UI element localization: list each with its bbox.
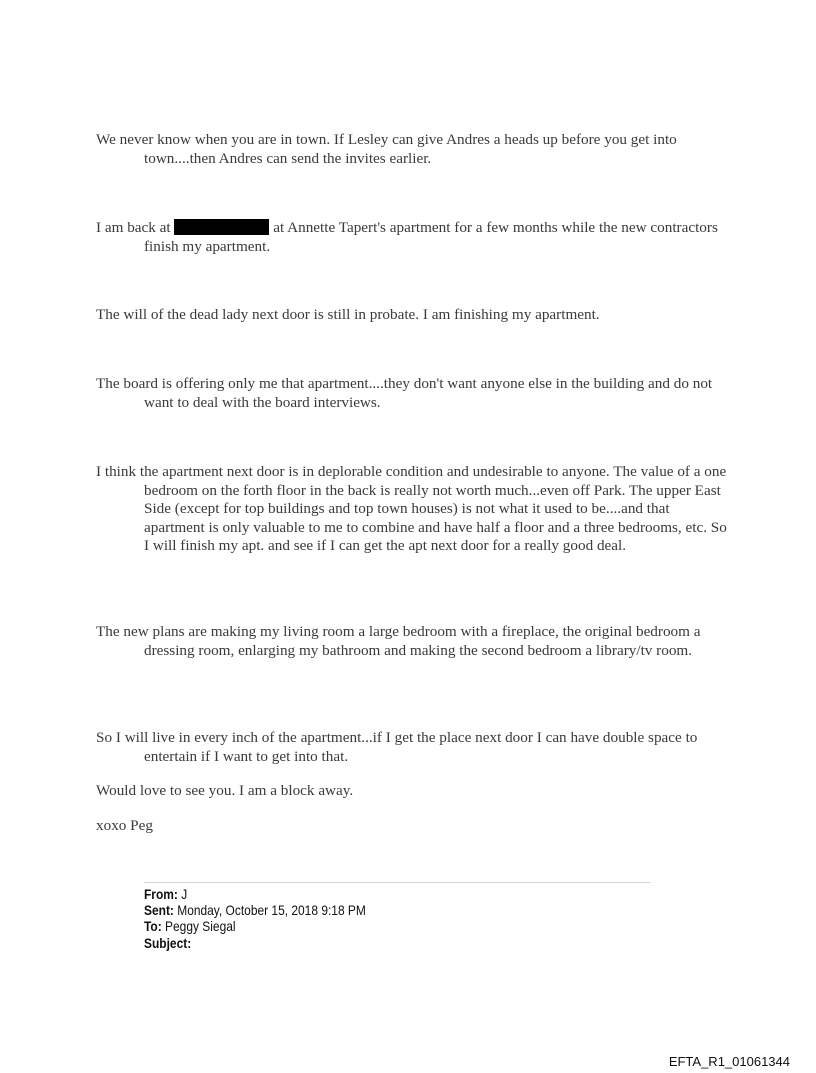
email-from-row [144, 887, 651, 903]
subject-label: Subject: [144, 935, 192, 951]
paragraph-double-space: So I will live in every inch of the apartment...if I get the place next door I can have double space to entertain if I want to get into that. [96, 729, 698, 765]
email-sent-row [144, 903, 651, 919]
paragraph-text-before-redaction: I am back at [96, 219, 175, 236]
to-label: To: [144, 919, 162, 935]
sent-value: Monday, October 15, 2018 9:18 PM [177, 903, 366, 919]
paragraph-new-plans: The new plans are making my living room a large bedroom with a fireplace, the original bedroom a dressing room, enlarging my bathroom and making the second bedroom a library/tv room. [96, 623, 701, 659]
paragraph-town-visits: We never know when you are in town. If Lesley can give Andres a heads up before you get into town....then Andres can send the invites earlier. [96, 131, 677, 167]
email-subject-row [144, 936, 651, 952]
redaction-block [174, 219, 269, 235]
email-to-row [144, 919, 651, 935]
signoff: xoxo Peg [96, 817, 153, 834]
document-id: EFTA_R1_01061344 [668, 1054, 790, 1069]
email-header [144, 882, 651, 952]
paragraph-text-after-redaction: at Annette Tapert's apartment for a few months while the new contractors finish my apartment. [144, 219, 718, 255]
paragraph-apartment-condition: I think the apartment next door is in deplorable condition and undesirable to anyone. The value of a one bedroom on the forth floor in the back is really not worth much...even off Park. The upper East Side (except for top buildings and top town houses) is not what it used to be....and that apartment is only valuable to me to combine and have half a floor and a three bedrooms, etc. So I will finish my apt. and see if I can get the apt next door for a really good deal. [96, 463, 727, 554]
paragraph-board-offer: The board is offering only me that apartment....they don't want anyone else in the building and do not want to deal with the board interviews. [96, 375, 713, 411]
from-value: J [181, 887, 188, 902]
paragraph-probate: The will of the dead lady next door is still in probate. I am finishing my apartment. [96, 306, 600, 323]
paragraph-closing: Would love to see you. I am a block away. [96, 782, 354, 799]
to-value: Peggy Siegal [165, 919, 236, 935]
paragraph-temporary-residence [96, 219, 734, 256]
sent-label: Sent: [144, 903, 174, 919]
from-label: From: [144, 887, 178, 902]
